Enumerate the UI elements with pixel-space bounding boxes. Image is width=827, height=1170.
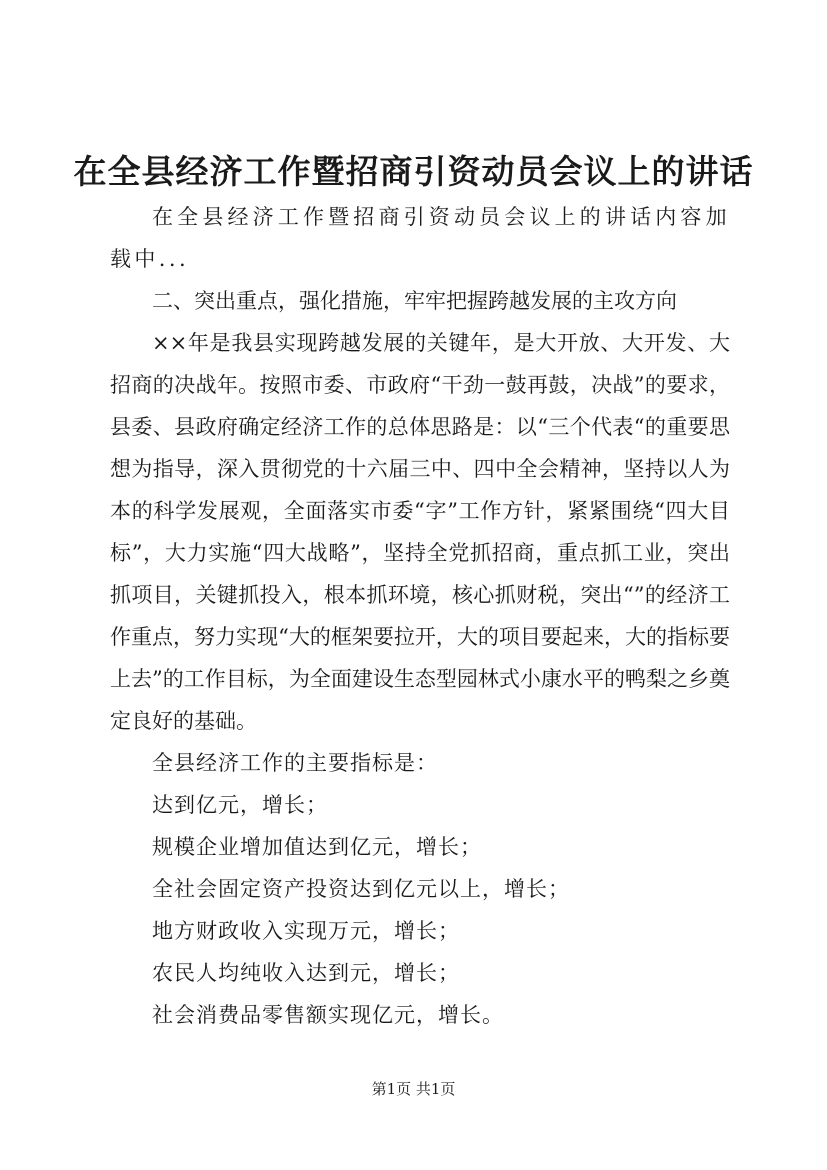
intro-paragraph: 在全县经济工作暨招商引资动员会议上的讲话内容加载中... [110, 205, 730, 271]
document-title: 在全县经济工作暨招商引资动员会议上的讲话 [73, 152, 754, 191]
indicator-item: 全社会固定资产投资达到亿元以上，增长； [152, 877, 570, 901]
indicator-item: 农民人均纯收入达到元，增长； [152, 961, 460, 985]
main-paragraph: ××年是我县实现跨越发展的关键年，是大开放、大开发、大招商的决战年。按照市委、市政府“干劲一鼓再鼓，决战”的要求，县委、县政府确定经济工作的总体思路是：以“三个代表“的重要思想为指导，深入贯彻党的十六届三中、四中全会精神，坚持以人为本的科学发展观，全面落实市委“字”工作方针，紧紧围绕“四大目标”，大力实施“四大战略”，坚持全党抓招商，重点抓工业，突出抓项目，关键抓投入，根本抓环境，核心抓财税，突出“”的经济工作重点，努力实现“大的框架要拉开，大的项目要起来，大的指标要上去”的工作目标，为全面建设生态型园林式小康水平的鸭梨之乡奠定良好的基础。 [110, 331, 730, 733]
page-footer: 第1页 共1页 [371, 1080, 456, 1098]
indicator-item: 规模企业增加值达到亿元，增长； [152, 835, 482, 859]
section-heading: 二、突出重点，强化措施，牢牢把握跨越发展的主攻方向 [152, 289, 677, 313]
indicator-item: 达到亿元，增长； [152, 793, 328, 817]
indicators-heading: 全县经济工作的主要指标是： [152, 751, 438, 775]
indicator-item: 社会消费品零售额实现亿元，增长。 [152, 1003, 504, 1027]
indicator-item: 地方财政收入实现万元，增长； [152, 919, 460, 943]
document-body [110, 196, 730, 1036]
